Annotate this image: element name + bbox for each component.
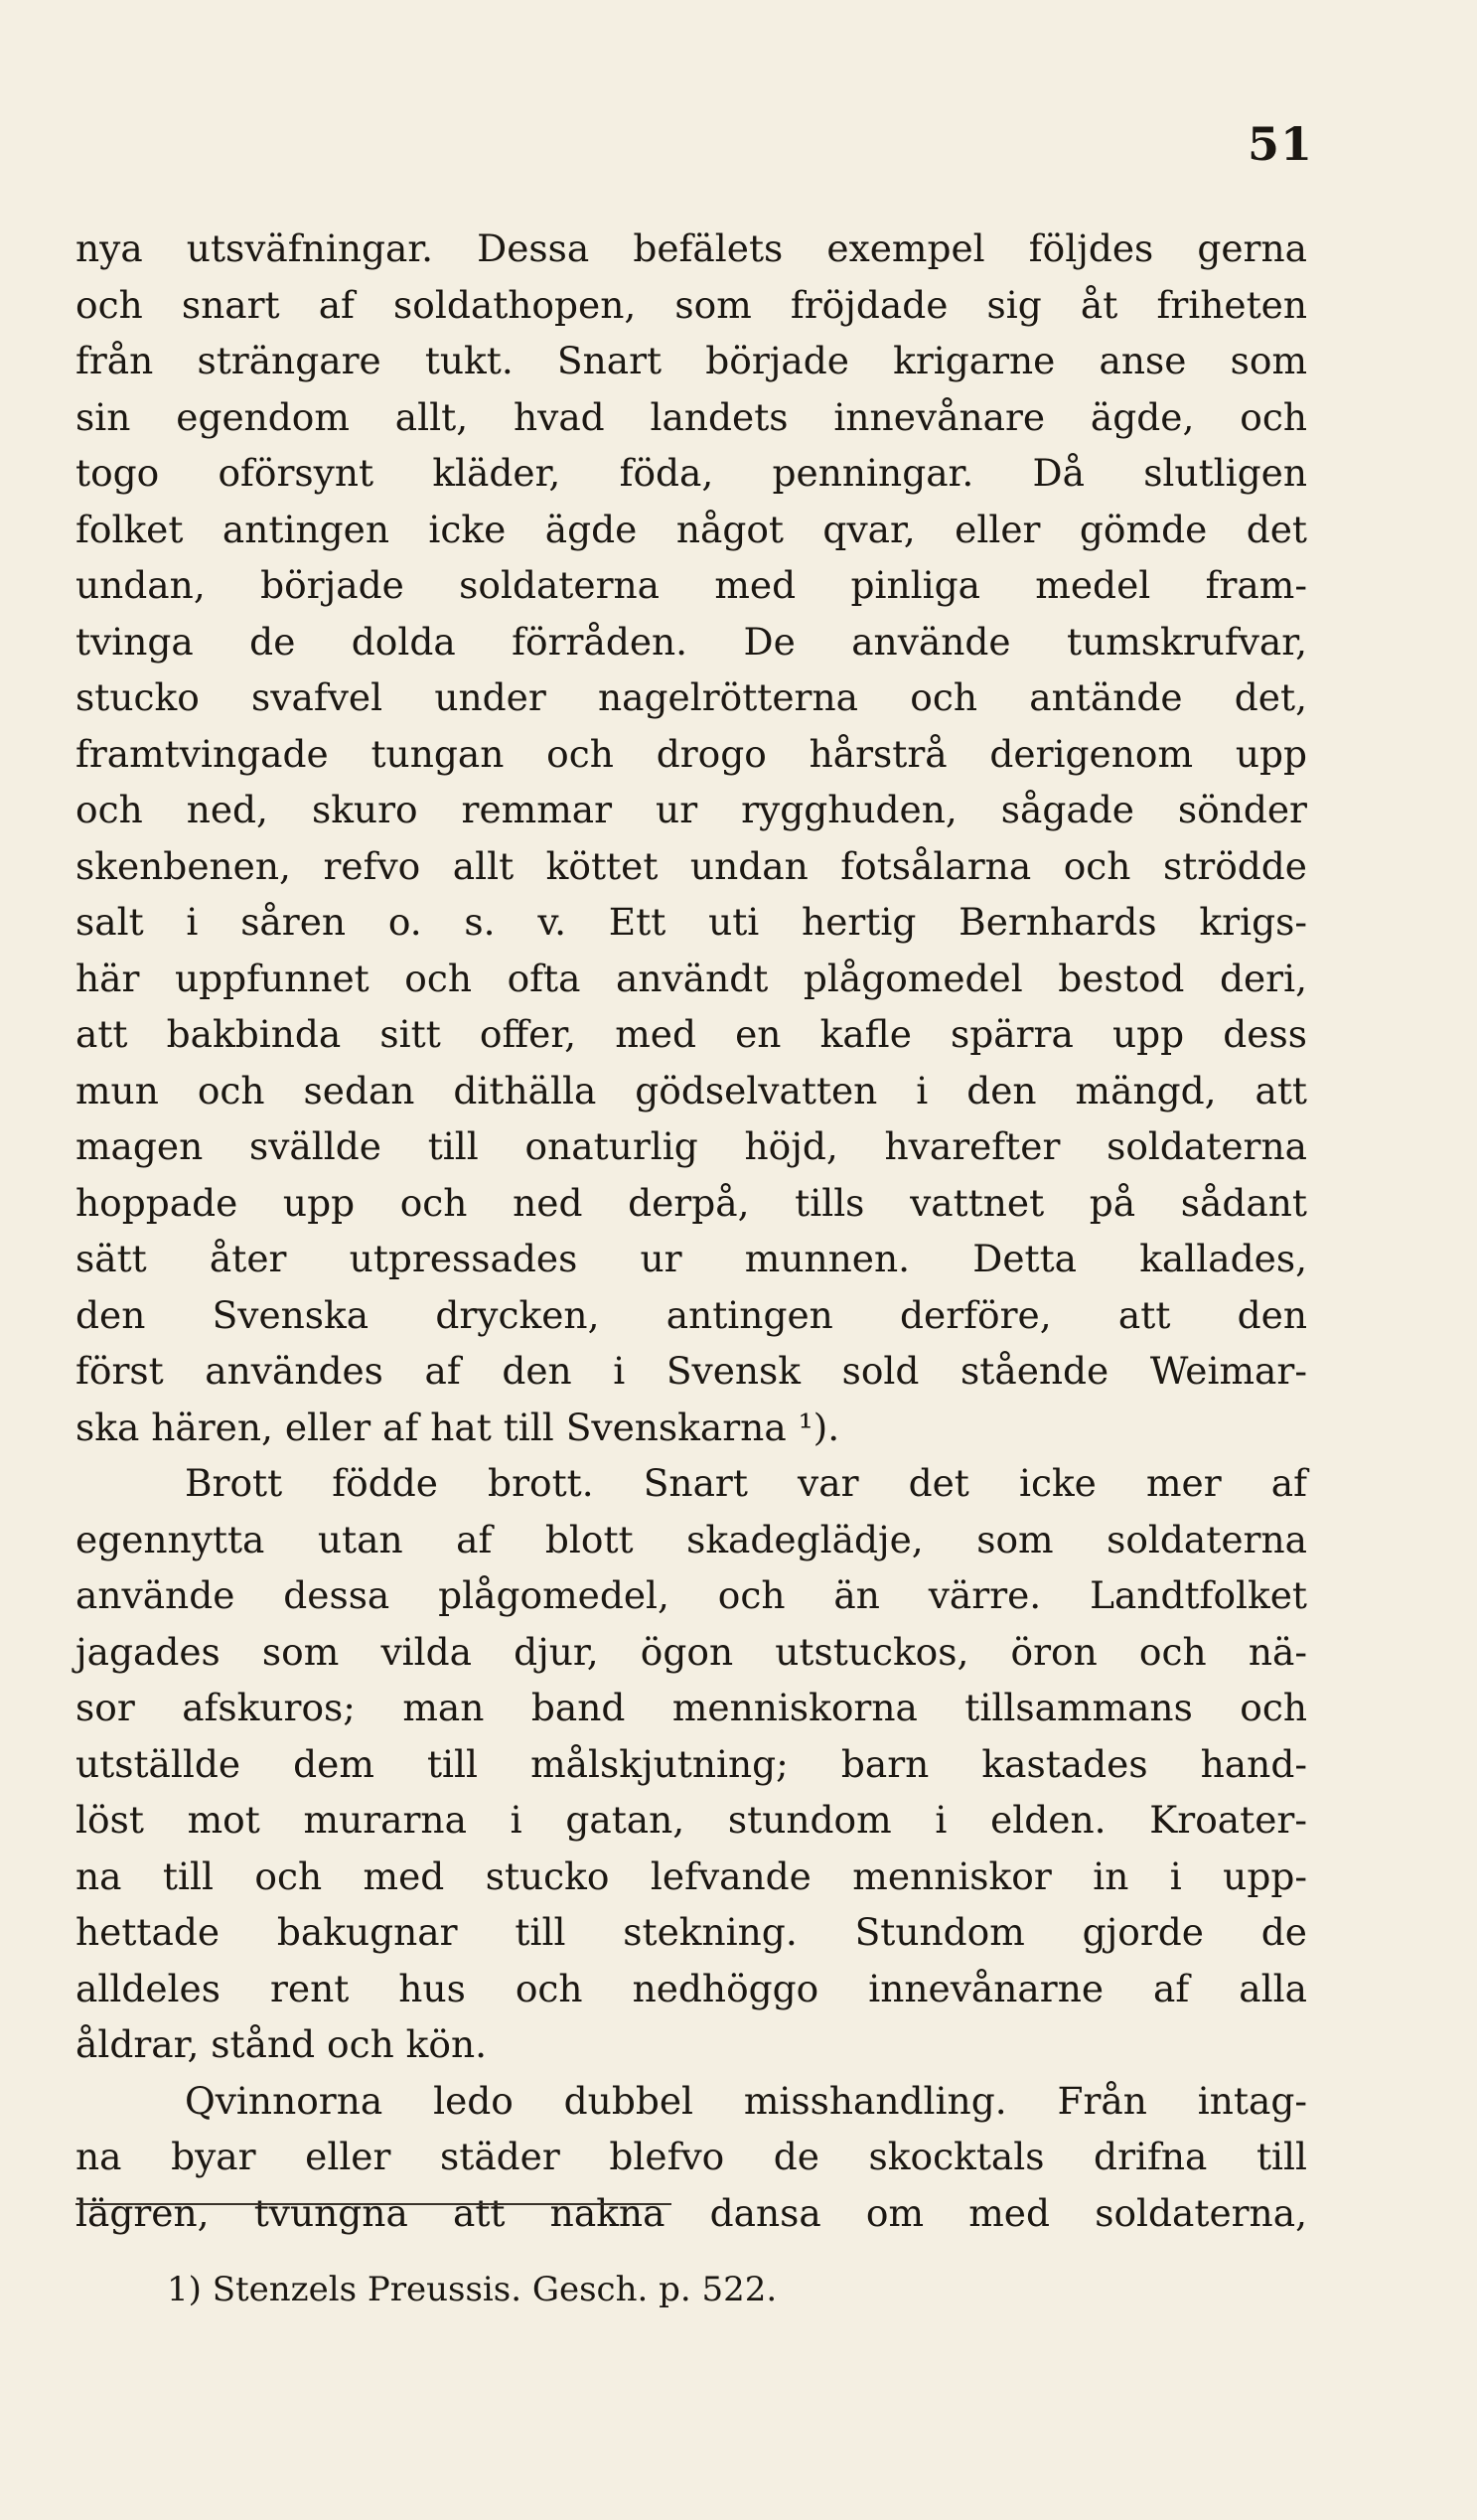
text-line: den Svenska drycken, antingen derföre, att den [75,1292,1307,1337]
text-line: Brott födde brott. Snart var det icke mer af [185,1461,1307,1505]
text-line: egennytta utan af blott skadeglädje, som soldaterna [75,1517,1307,1561]
text-line: och ned, skuro remmar ur rygghuden, sågade sönder [75,788,1307,831]
text-line: från strängare tukt. Snart började krigarne anse som [75,339,1307,382]
text-line: löst mot murarna i gatan, stundom i elden. Kroater- [75,1798,1307,1842]
text-line: här uppfunnet och ofta användt plågomedel bestod deri, [75,956,1307,1000]
text-line: togo oförsynt kläder, föda, penningar. Då slutligen [75,451,1307,495]
text-line: framtvingade tungan och drogo hårstrå derigenom upp [75,731,1307,776]
text-line: folket antingen icke ägde något qvar, eller gömde det [75,507,1307,551]
text-line: sin egendom allt, hvad landets innevånare ägde, och [75,394,1307,439]
text-line: sor afskuros; man band menniskorna tillsammans och [75,1686,1307,1729]
text-line: hettade bakugnar till stekning. Stundom gjorde de [75,1910,1307,1954]
text-line: utställde dem till målskjutning; barn kastades hand- [75,1741,1307,1786]
text-line: na till och med stucko lefvande menniskor in i upp- [75,1853,1307,1898]
text-line: att bakbinda sitt offer, med en kafle spärra upp dess [75,1012,1307,1056]
text-line: först användes af den i Svensk sold stående Weimar- [75,1349,1307,1393]
text-line: stucko svafvel under nagelrötterna och antände det, [75,675,1307,719]
text-line: ska hären, eller af hat till Svenskarna ¹). [75,1405,840,1449]
text-line: och snart af soldathopen, som fröjdade sig åt friheten [75,282,1307,327]
text-line: nya utsväfningar. Dessa befälets exempel följdes gerna [75,226,1307,270]
text-line: hoppade upp och ned derpå, tills vattnet på sådant [75,1180,1307,1225]
page-number: 51 [1247,117,1313,171]
text-line: salt i såren o. s. v. Ett uti hertig Bernhards krigs- [75,900,1307,944]
text-line: sätt åter utpressades ur munnen. Detta kallades, [75,1237,1307,1280]
text-line: lägren, tvungna att nakna dansa om med soldaterna, [75,2190,1307,2235]
text-line: mun och sedan dithälla gödselvatten i den mängd, att [75,1068,1307,1112]
footnote-separator [75,2203,671,2205]
text-line: magen svällde till onaturlig höjd, hvarefter soldaterna [75,1124,1307,1168]
body-text [75,221,1307,2241]
text-line: skenbenen, refvo allt köttet undan fotsålarna och strödde [75,843,1307,888]
text-line: jagades som vilda djur, ögon utstuckos, öron och nä- [75,1629,1307,1674]
text-line: tvinga de dolda förråden. De använde tumskrufvar, [75,619,1307,664]
text-line: undan, började soldaterna med pinliga medel fram- [75,563,1307,607]
text-line: na byar eller städer blefvo de skocktals drifna till [75,2135,1307,2178]
text-line: åldrar, stånd och kön. [75,2022,488,2066]
footnote: 1) Stenzels Preussis. Gesch. p. 522. [167,2270,778,2309]
text-line: använde dessa plågomedel, och än värre. Landtfolket [75,1573,1307,1617]
text-line: alldeles rent hus och nedhöggo innevånarne af alla [75,1966,1307,2010]
text-line: Qvinnorna ledo dubbel misshandling. Från intag- [185,2078,1307,2123]
